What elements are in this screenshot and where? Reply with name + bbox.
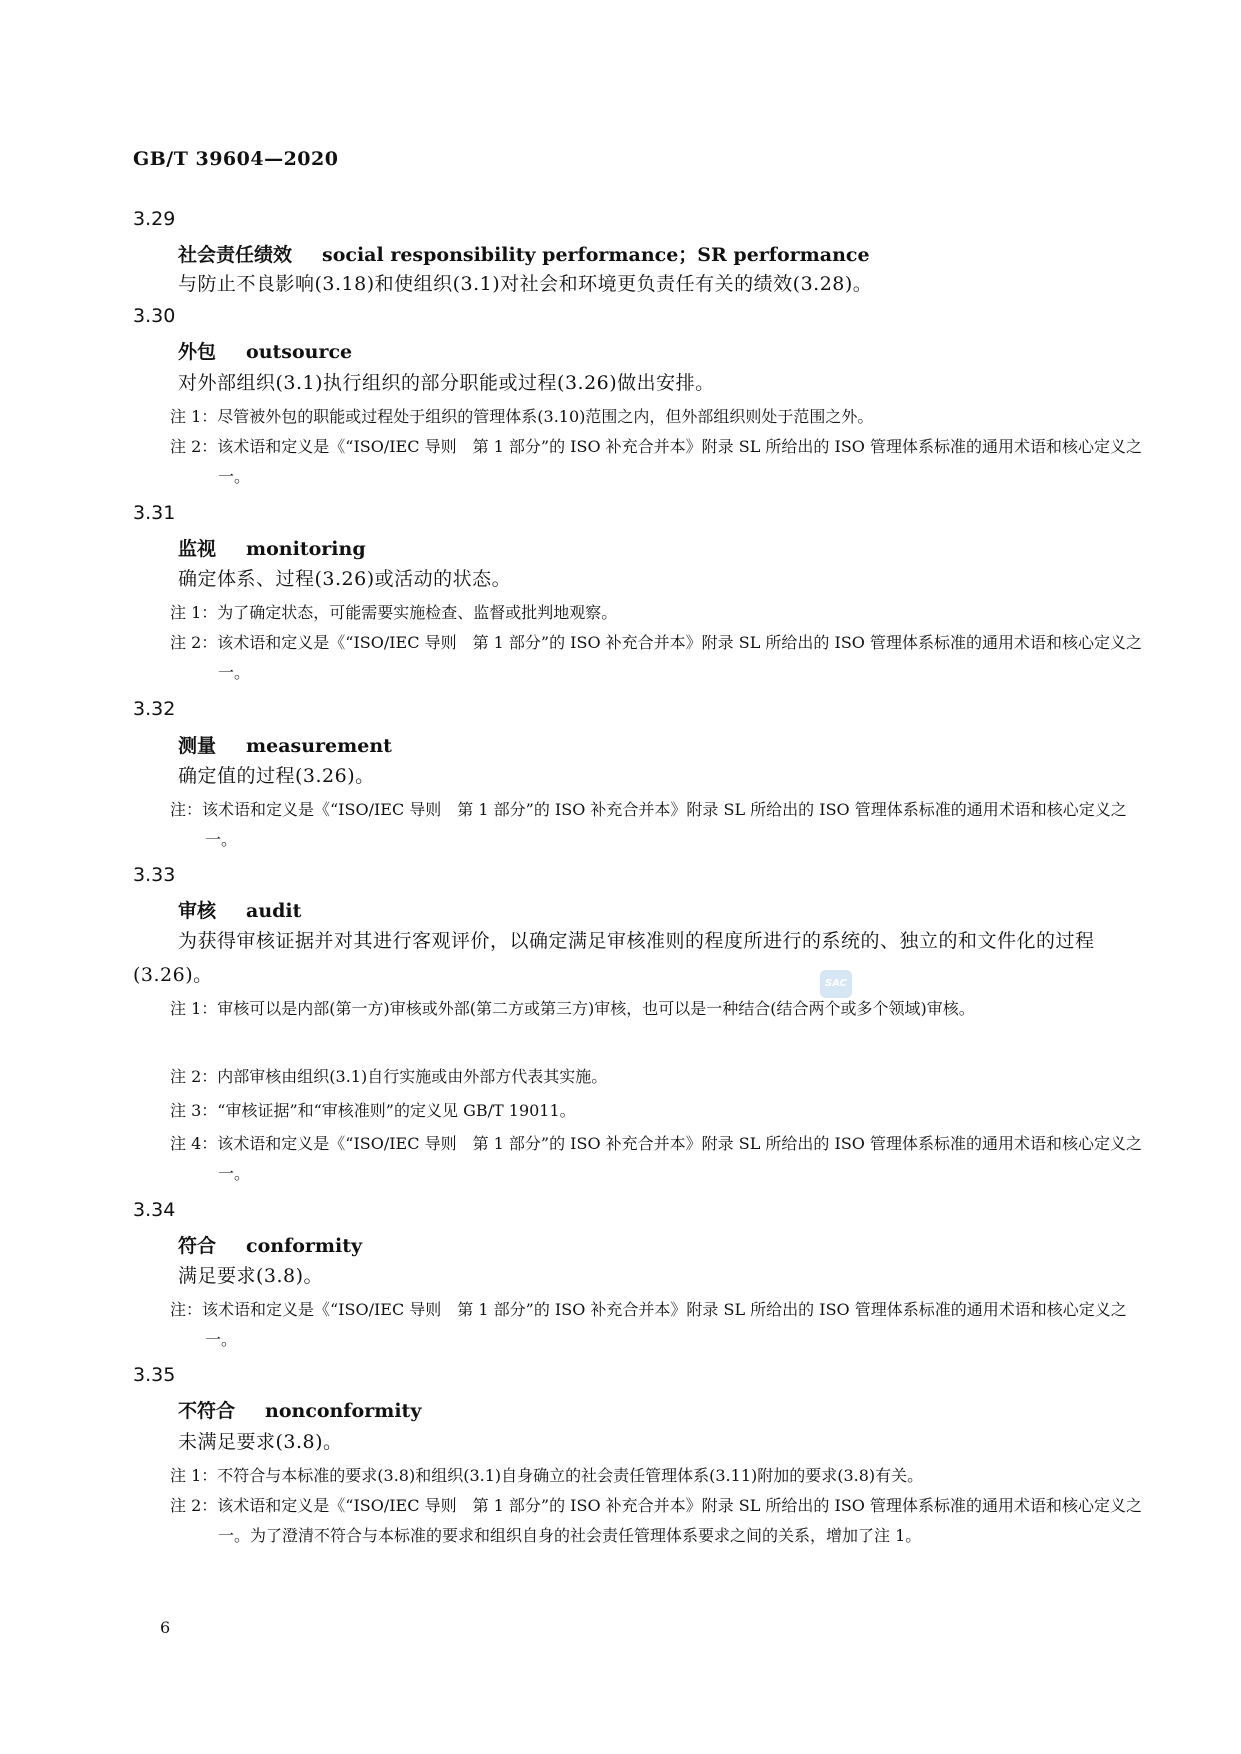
term-en: social responsibility performance；SR performance: [322, 244, 870, 266]
sac-watermark-logo: SAC: [820, 970, 852, 998]
definition: 与防止不良影响(3.18)和使组织(3.1)对社会和环境更负责任有关的绩效(3.28)。: [178, 273, 873, 295]
term-zh: 外包: [178, 341, 217, 363]
term-heading: [178, 240, 870, 267]
page-number: 6: [160, 1618, 171, 1637]
term-heading: [178, 896, 301, 923]
term-zh: 符合: [178, 1235, 217, 1257]
term-zh: 测量: [178, 735, 217, 757]
term-en: nonconformity: [265, 1400, 422, 1422]
term-zh: 不符合: [178, 1400, 236, 1422]
clause-number: 3.30: [133, 305, 176, 327]
note: 注 2：该术语和定义是《“ISO/IEC 导则 第 1 部分”的 ISO 补充合并本》附录 SL 所给出的 ISO 管理体系标准的通用术语和核心定义之一。: [170, 633, 1142, 682]
term-zh: 审核: [178, 900, 217, 922]
term-heading: [178, 337, 352, 364]
definition: 确定体系、过程(3.26)或活动的状态。: [178, 568, 512, 590]
clause-number: 3.29: [133, 208, 176, 230]
term-en: audit: [246, 900, 302, 922]
definition: 对外部组织(3.1)执行组织的部分职能或过程(3.26)做出安排。: [178, 372, 715, 394]
note: 注 3：“审核证据”和“审核准则”的定义见 GB/T 19011。: [170, 1101, 576, 1120]
note: 注 4：该术语和定义是《“ISO/IEC 导则 第 1 部分”的 ISO 补充合并本》附录 SL 所给出的 ISO 管理体系标准的通用术语和核心定义之一。: [170, 1134, 1142, 1183]
clause-number: 3.31: [133, 502, 176, 524]
clause-number: 3.32: [133, 698, 176, 720]
term-en: conformity: [246, 1235, 363, 1257]
note: 注 2：该术语和定义是《“ISO/IEC 导则 第 1 部分”的 ISO 补充合并本》附录 SL 所给出的 ISO 管理体系标准的通用术语和核心定义之一。为了澄清不符合与本标准的要求和组织自身的社会责任管理体系要求之间的关系，增加了注 1。: [170, 1496, 1142, 1545]
note: 注 1：为了确定状态，可能需要实施检查、监督或批判地观察。: [170, 603, 618, 622]
term-heading: [178, 731, 392, 758]
definition: 确定值的过程(3.26)。: [178, 765, 375, 787]
note: 注 1：审核可以是内部(第一方)审核或外部(第二方或第三方)审核，也可以是一种结合(结合两个或多个领域)审核。: [170, 999, 975, 1018]
clause-number: 3.33: [133, 864, 176, 886]
term-zh: 社会责任绩效: [178, 244, 293, 266]
term-heading: [178, 1396, 421, 1423]
note: 注 1：尽管被外包的职能或过程处于组织的管理体系(3.10)范围之内，但外部组织则处于范围之外。: [170, 407, 874, 426]
note: 注 2：内部审核由组织(3.1)自行实施或由外部方代表其实施。: [170, 1067, 608, 1086]
definition: 未满足要求(3.8)。: [178, 1431, 343, 1453]
term-heading: [178, 1231, 362, 1258]
term-heading: [178, 534, 366, 561]
note: 注：该术语和定义是《“ISO/IEC 导则 第 1 部分”的 ISO 补充合并本》附录 SL 所给出的 ISO 管理体系标准的通用术语和核心定义之一。: [170, 800, 1127, 849]
note: 注 2：该术语和定义是《“ISO/IEC 导则 第 1 部分”的 ISO 补充合并本》附录 SL 所给出的 ISO 管理体系标准的通用术语和核心定义之一。: [170, 437, 1142, 486]
note: 注 1：不符合与本标准的要求(3.8)和组织(3.1)自身确立的社会责任管理体系(3.11)附加的要求(3.8)有关。: [170, 1466, 924, 1485]
clause-number: 3.34: [133, 1199, 176, 1221]
term-zh: 监视: [178, 538, 217, 560]
term-en: measurement: [246, 735, 392, 757]
term-en: outsource: [246, 341, 353, 363]
note: 注：该术语和定义是《“ISO/IEC 导则 第 1 部分”的 ISO 补充合并本》附录 SL 所给出的 ISO 管理体系标准的通用术语和核心定义之一。: [170, 1300, 1127, 1349]
definition: 为获得审核证据并对其进行客观评价，以确定满足审核准则的程度所进行的系统的、独立的和文件化的过程(3.26)。: [133, 930, 1095, 986]
term-en: monitoring: [246, 538, 366, 560]
definition: 满足要求(3.8)。: [178, 1265, 324, 1287]
standard-header: GB/T 39604—2020: [133, 148, 339, 170]
clause-number: 3.35: [133, 1364, 176, 1386]
